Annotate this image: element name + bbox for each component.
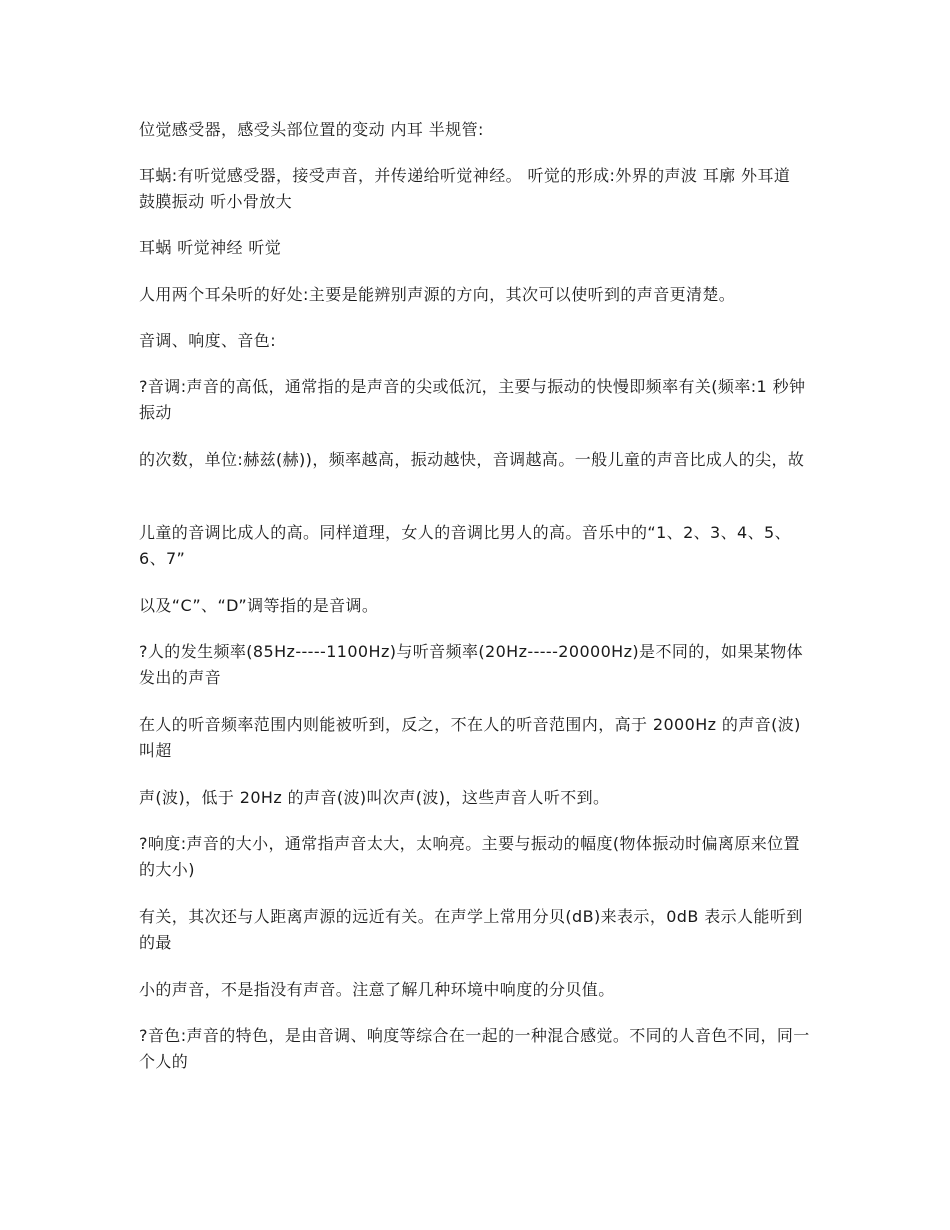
paragraph-sound-attributes: 音调、响度、音色:: [139, 331, 276, 350]
paragraph-pitch-children: 儿童的音调比成人的高。同样道理，女人的音调比男人的高。音乐中的“1、2、3、4、5、6、7”: [139, 523, 791, 568]
paragraph-loudness-definition: ?响度:声音的大小，通常指声音太大，太响亮。主要与振动的幅度(物体振动时偏离原来位置的大小): [139, 834, 800, 879]
paragraph-pitch-definition: ?音调:声音的高低，通常指的是声音的尖或低沉，主要与振动的快慢即频率有关(频率:1 秒钟振动: [139, 377, 806, 422]
paragraph-pitch-keys: 以及“C”、“D”调等指的是音调。: [139, 596, 379, 615]
paragraph-balance-sense: 位觉感受器，感受头部位置的变动 内耳 半规管:: [139, 120, 484, 139]
paragraph-loudness-decibel: 有关，其次还与人距离声源的远近有关。在声学上常用分贝(dB)来表示，0dB 表示人能听到的最: [139, 907, 803, 952]
paragraph-cochlea-hearing: 耳蜗:有听觉感受器，接受声音，并传递给听觉神经。 听觉的形成:外界的声波 耳廓 外耳道 鼓膜振动 听小骨放大: [139, 166, 791, 211]
paragraph-hearing-path: 耳蜗 听觉神经 听觉: [139, 238, 282, 257]
paragraph-frequency-range: ?人的发生频率(85Hz-----1100Hz)与听音频率(20Hz-----20000Hz)是不同的，如果某物体发出的声音: [139, 642, 804, 687]
paragraph-ultrasound-infrasound: 声(波)，低于 20Hz 的声音(波)叫次声(波)，这些声音人听不到。: [139, 788, 610, 807]
paragraph-two-ears: 人用两个耳朵听的好处:主要是能辨别声源的方向，其次可以使听到的声音更清楚。: [139, 285, 736, 304]
paragraph-loudness-values: 小的声音，不是指没有声音。注意了解几种环境中响度的分贝值。: [139, 980, 615, 999]
paragraph-audible-range: 在人的听音频率范围内则能被听到，反之，不在人的听音范围内，高于 2000Hz 的声音(波)叫超: [139, 715, 801, 760]
paragraph-pitch-frequency: 的次数，单位:赫兹(赫))，频率越高，振动越快，音调越高。一般儿童的声音比成人的尖，故: [139, 450, 805, 469]
paragraph-timbre-definition: ?音色:声音的特色，是由音调、响度等综合在一起的一种混合感觉。不同的人音色不同，同一个人的: [139, 1026, 810, 1071]
